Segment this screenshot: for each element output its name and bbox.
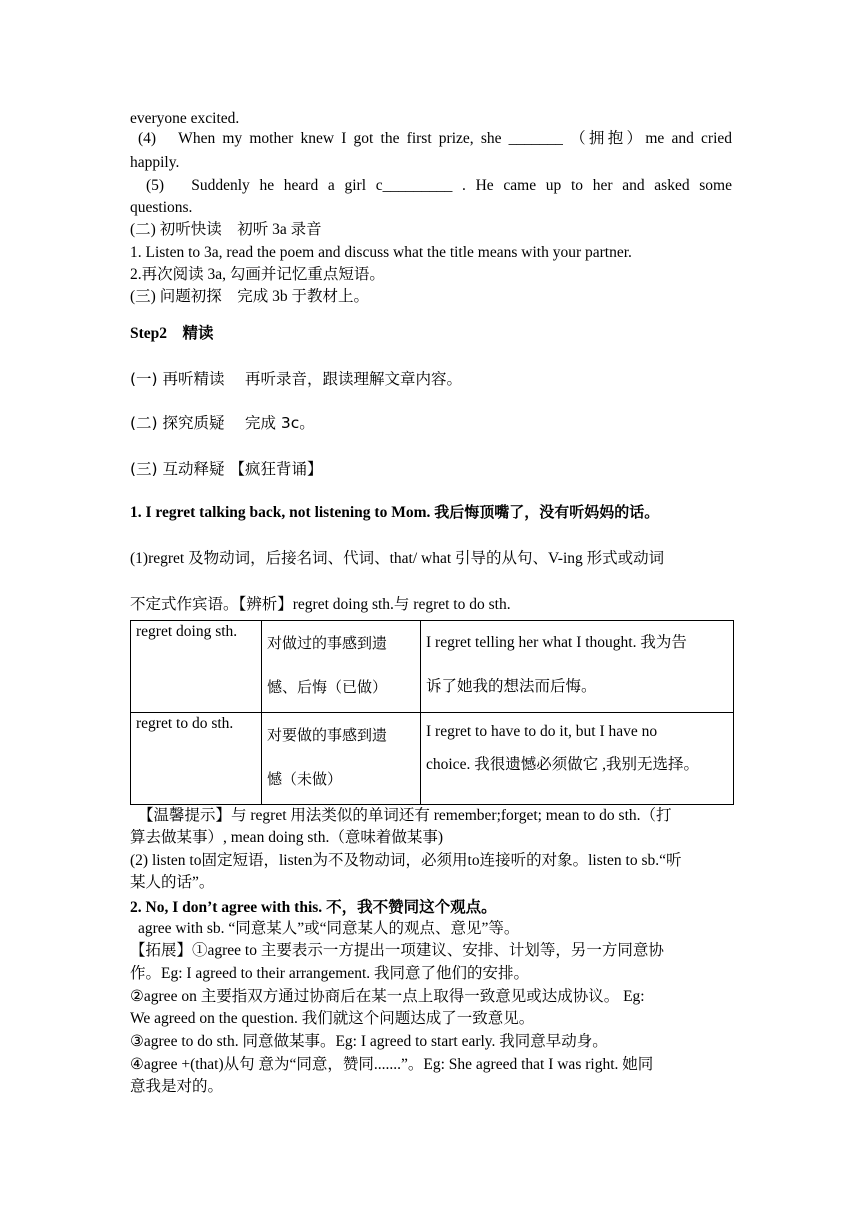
example-line: I regret to have to do it, but I have no bbox=[426, 723, 658, 740]
table-cell-meaning bbox=[262, 621, 421, 713]
point-2-line: 【拓展】①agree to 主要表示一方提出一项建议、安排、计划等，另一方同意协 bbox=[130, 942, 664, 959]
meaning-line: 憾、后悔（已做） bbox=[267, 678, 388, 696]
exercise-4: (4) When my mother knew I got the first prize, she _______ （拥抱）me and cried bbox=[138, 130, 732, 147]
point-1-line-2: 不定式作宾语。【辨析】regret doing sth.与 regret to do sth. bbox=[130, 596, 511, 613]
point-1-heading-en: 1. I regret talking back, not listening to Mom. bbox=[130, 504, 431, 521]
example-line: 诉了她我的想法而后悔。 bbox=[426, 678, 597, 695]
point-2-line: ④agree +(that)从句 意为“同意，赞同.......”。Eg: She agreed that I was right. 她同 bbox=[130, 1056, 654, 1073]
tip-line: 算去做某事）, mean doing sth.（意味着做某事) bbox=[130, 829, 443, 846]
step2-sub-2: (二) 探究质疑 完成 3c。 bbox=[130, 414, 315, 432]
regret-comparison-table bbox=[130, 620, 734, 805]
tip-line: 【温馨提示】与 regret 用法类似的单词还有 remember;forget; mean to do sth.（打 bbox=[138, 807, 672, 824]
step2-title: Step2 精读 bbox=[130, 325, 214, 342]
point-2-heading-en: 2. No, I don’t agree with this. bbox=[130, 899, 323, 916]
point-1-heading-zh: 我后悔顶嘴了，没有听妈妈的话。 bbox=[434, 503, 660, 521]
table-row bbox=[131, 621, 734, 713]
meaning-line: 对做过的事感到遗 bbox=[267, 634, 388, 652]
point-2-line: We agreed on the question. 我们就这个问题达成了一致意见。 bbox=[130, 1010, 535, 1027]
text-line: 2.再次阅读 3a, 勾画并记忆重点短语。 bbox=[130, 266, 385, 283]
step2-sub-1: (一) 再听精读 再听录音，跟读理解文章内容。 bbox=[130, 370, 462, 388]
section-heading: (三) 问题初探 完成 3b 于教材上。 bbox=[130, 288, 369, 305]
point-1-line-1: (1)regret 及物动词，后接名词、代词、that/ what 引导的从句、V-ing 形式或动词 bbox=[130, 550, 665, 567]
text-line: happily. bbox=[130, 154, 180, 171]
section-heading: (二) 初听快读 初听 3a 录音 bbox=[130, 221, 322, 238]
table-cell-form: regret doing sth. bbox=[131, 621, 262, 713]
point-2-line: ③agree to do sth. 同意做某事。Eg: I agreed to start early. 我同意早动身。 bbox=[130, 1033, 608, 1050]
point-1-heading bbox=[130, 501, 732, 522]
table-cell-example bbox=[421, 621, 734, 713]
table-cell-example bbox=[421, 713, 734, 805]
example-line: choice. 我很遗憾必须做它 ,我别无选择。 bbox=[426, 756, 699, 773]
meaning-line: 憾（未做） bbox=[267, 770, 343, 788]
tip-line: (2) listen to固定短语，listen为不及物动词，必须用to连接听的对象。listen to sb.“听 bbox=[130, 852, 682, 869]
table-cell-form: regret to do sth. bbox=[131, 713, 262, 805]
text-line: everyone excited. bbox=[130, 110, 240, 127]
text-line: questions. bbox=[130, 199, 193, 216]
point-2-line: agree with sb. “同意某人”或“同意某人的观点、意见”等。 bbox=[138, 920, 520, 937]
table-cell-meaning bbox=[262, 713, 421, 805]
table-row bbox=[131, 713, 734, 805]
point-2-heading bbox=[130, 895, 732, 917]
step2-sub-3: (三) 互动释疑 【疯狂背诵】 bbox=[130, 460, 323, 478]
tip-line: 某人的话”。 bbox=[130, 874, 215, 891]
meaning-line: 对要做的事感到遗 bbox=[267, 726, 388, 744]
text-line: 1. Listen to 3a, read the poem and discuss what the title means with your partner. bbox=[130, 244, 632, 261]
exercise-5: (5) Suddenly he heard a girl c_________ . He came up to her and asked some bbox=[146, 177, 732, 194]
point-2-line: 作。Eg: I agreed to their arrangement. 我同意了他们的安排。 bbox=[130, 965, 530, 982]
point-2-heading-zh: 不，我不赞同这个观点。 bbox=[326, 899, 497, 916]
point-2-line: ②agree on 主要指双方通过协商后在某一点上取得一致意见或达成协议。 Eg: bbox=[130, 988, 645, 1005]
example-line: I regret telling her what I thought. 我为告 bbox=[426, 634, 687, 651]
point-2-line: 意我是对的。 bbox=[130, 1078, 224, 1095]
